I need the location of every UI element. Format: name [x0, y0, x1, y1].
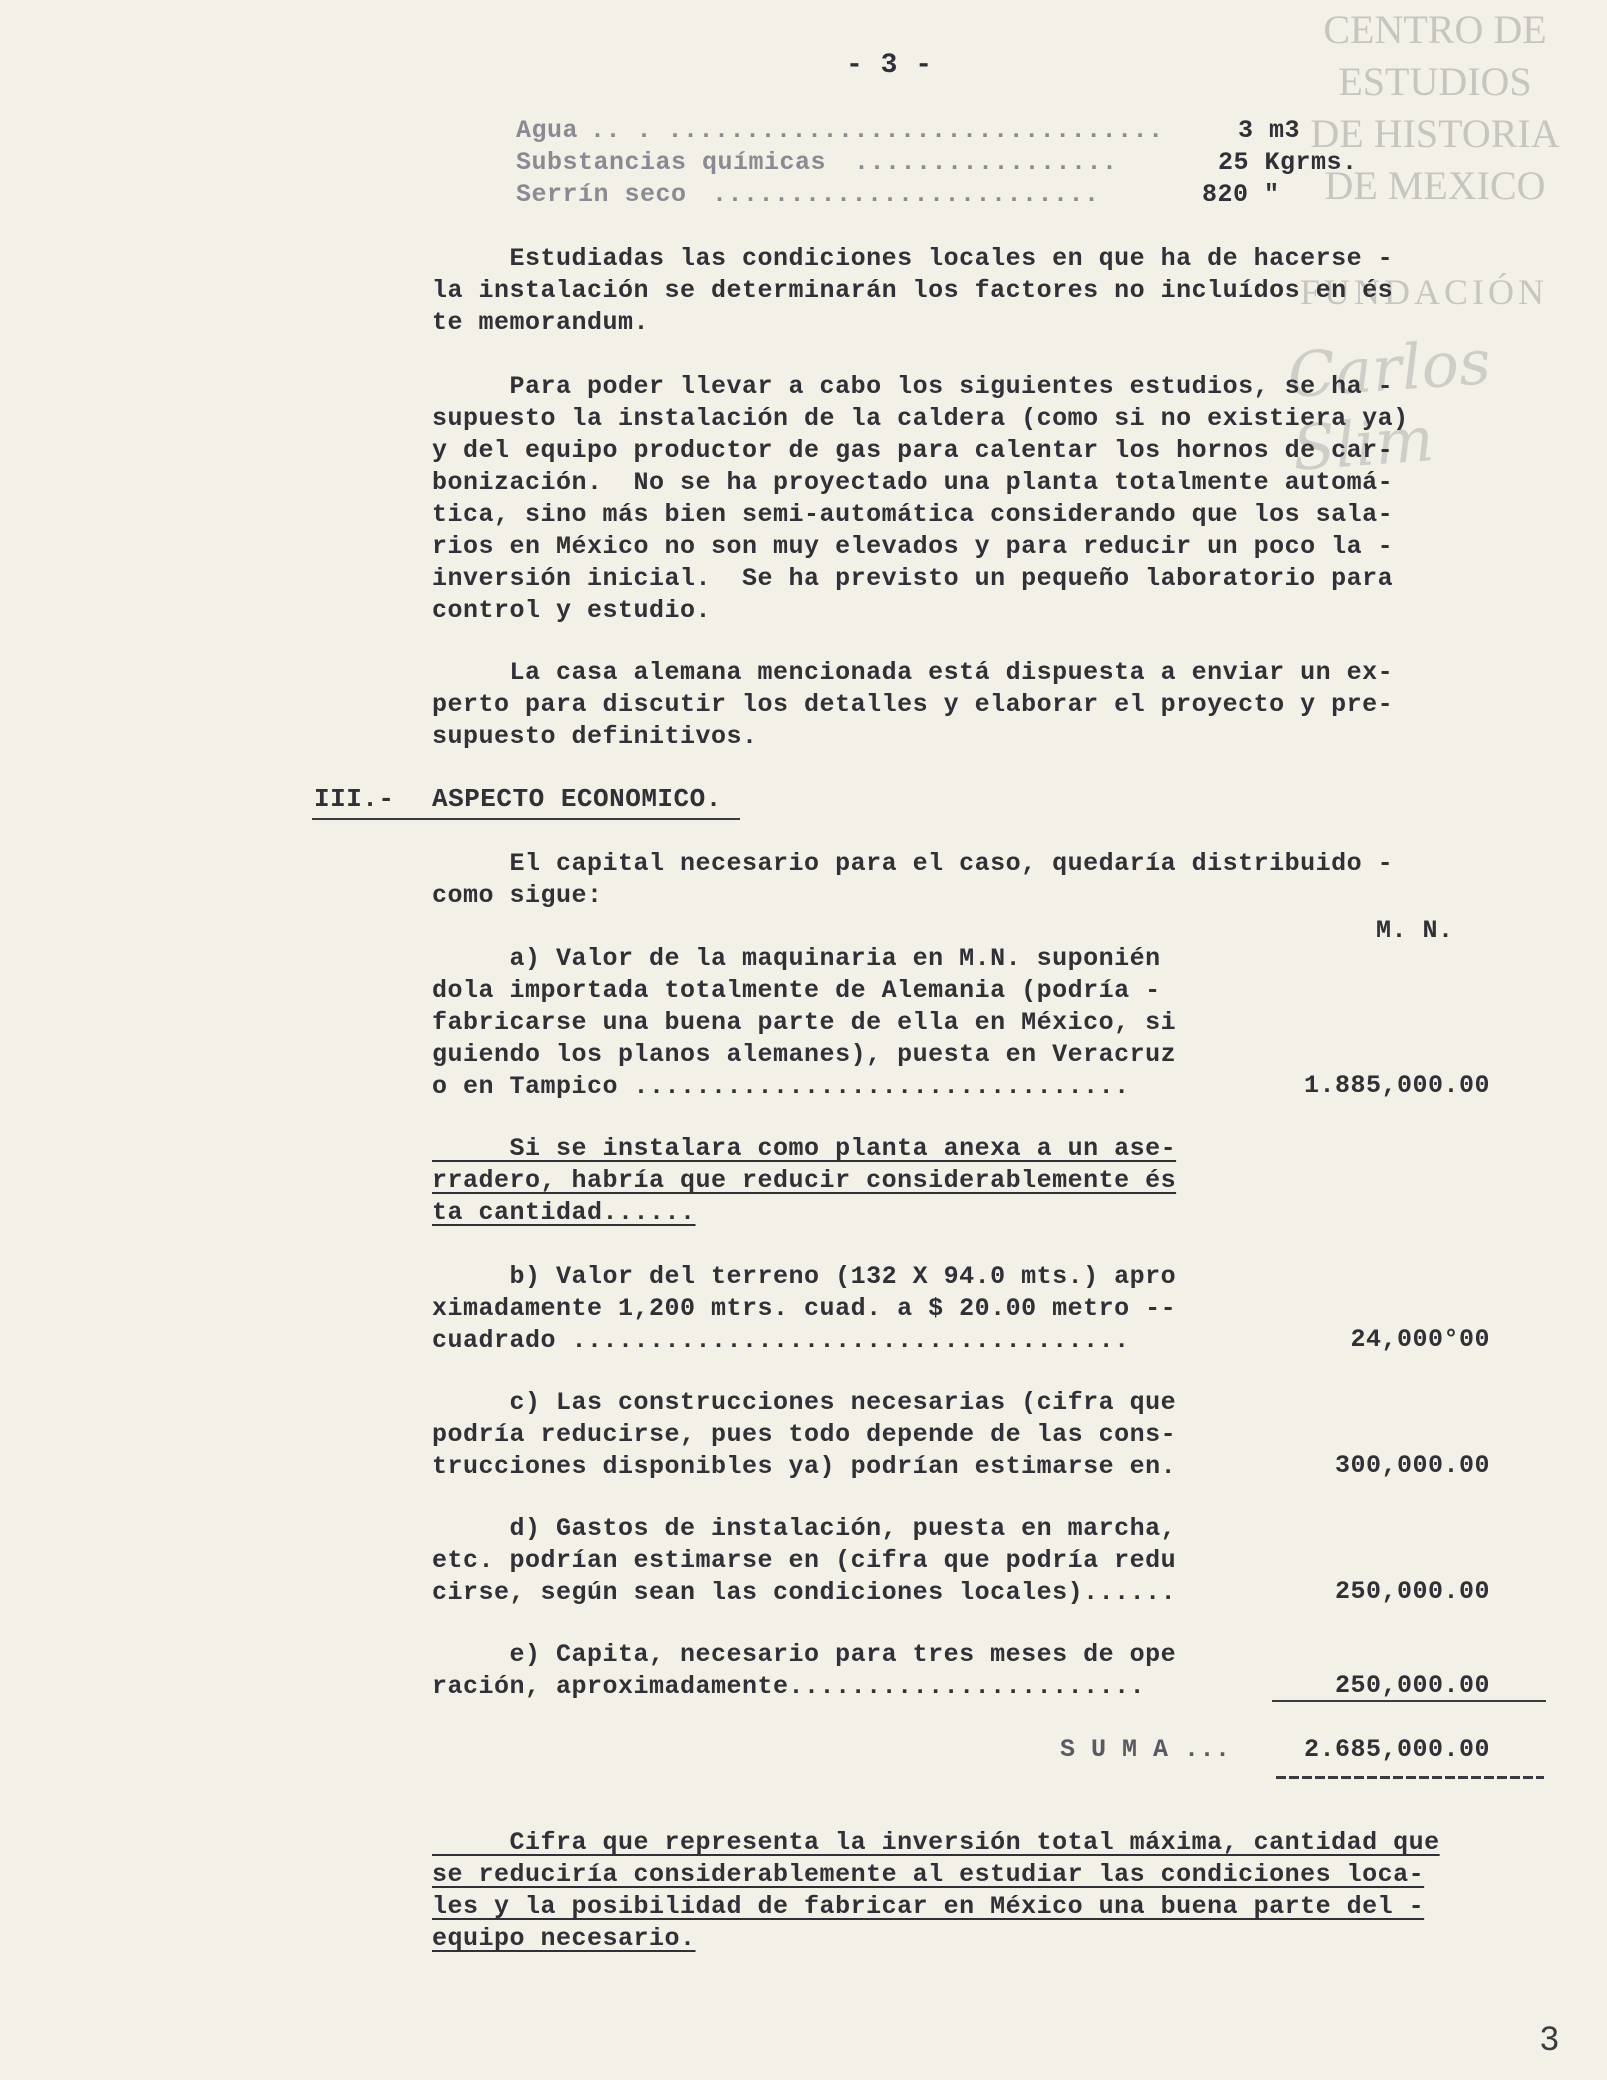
section-title: ASPECTO ECONOMICO.	[432, 784, 722, 814]
watermark-signature: Carlos Slim	[1285, 325, 1493, 485]
watermark-line: DE HISTORIA	[1310, 111, 1560, 156]
text-line: ración, aproximadamente.......................	[432, 1672, 1146, 1701]
sum-amount: 2.685,000.00	[1303, 1735, 1490, 1764]
item-c-amount: 300,000.00	[1334, 1451, 1490, 1480]
text-line: trucciones disponibles ya) podrían estimarse en.	[432, 1452, 1177, 1481]
item-c-constructions	[432, 1387, 1252, 1483]
paragraph-intro	[432, 848, 1492, 912]
paragraph-conclusion	[432, 1827, 1492, 1955]
text-line: La casa alemana mencionada está dispuesta a enviar un ex-	[432, 658, 1394, 687]
currency-header: M. N.	[1376, 916, 1454, 945]
text-line: cuadrado ....................................	[432, 1326, 1130, 1355]
item-a-machinery	[432, 943, 1252, 1103]
paragraph-studies	[432, 371, 1492, 627]
text-line: Estudiadas las condiciones locales en que ha de hacerse -	[432, 244, 1394, 273]
text-line: El capital necesario para el caso, quedaría distribuido -	[432, 849, 1394, 878]
text-line: ximadamente 1,200 mtrs. cuad. a $ 20.00 metro --	[432, 1294, 1177, 1323]
material-value: 25 Kgrms.	[1218, 148, 1358, 177]
text-line: cirse, según sean las condiciones locales)......	[432, 1578, 1177, 1607]
text-line: rios en México no son muy elevados y para reducir un poco la -	[432, 532, 1394, 561]
material-dots: .. . ................................	[590, 116, 1164, 145]
text-line: tica, sino más bien semi-automática considerando que los sala-	[432, 500, 1394, 529]
text-line: y del equipo productor de gas para calentar los hornos de car-	[432, 436, 1394, 465]
text-line: como sigue:	[432, 881, 603, 910]
text-line: fabricarse una buena parte de ella en México, si	[432, 1008, 1177, 1037]
text-line: la instalación se determinarán los factores no incluídos en és	[432, 276, 1394, 305]
text-line: les y la posibilidad de fabricar en México una buena parte del -	[432, 1892, 1425, 1921]
item-b-land	[432, 1261, 1252, 1357]
item-d-installation	[432, 1513, 1252, 1609]
text-line: te memorandum.	[432, 308, 650, 337]
material-dots: .................	[854, 148, 1118, 177]
text-line: perto para discutir los detalles y elaborar el proyecto y pre-	[432, 690, 1394, 719]
text-line: rradero, habría que reducir considerablemente és	[432, 1166, 1177, 1195]
text-line: e) Capita, necesario para tres meses de ope	[432, 1640, 1177, 1669]
text-line: a) Valor de la maquinaria en M.N. suponién	[432, 944, 1161, 973]
text-line: c) Las construcciones necesarias (cifra que	[432, 1388, 1177, 1417]
text-line: se reduciría considerablemente al estudiar las condiciones loca-	[432, 1860, 1425, 1889]
corner-page-number: 3	[1540, 2020, 1559, 2058]
watermark-line: DE MEXICO	[1324, 163, 1546, 208]
material-value: 820 "	[1202, 180, 1280, 209]
text-line: b) Valor del terreno (132 X 94.0 mts.) apro	[432, 1262, 1177, 1291]
section-underline	[312, 818, 740, 820]
sawmill-note	[432, 1133, 1252, 1229]
item-d-amount: 250,000.00	[1334, 1577, 1490, 1606]
text-line: etc. podrían estimarse en (cifra que podría redu	[432, 1546, 1177, 1575]
watermark-line: ESTUDIOS	[1338, 59, 1532, 104]
item-e-amount: 250,000.00	[1334, 1671, 1490, 1700]
paragraph-local-conditions	[432, 243, 1492, 339]
text-line: d) Gastos de instalación, puesta en marcha,	[432, 1514, 1177, 1543]
text-line: inversión inicial. Se ha previsto un pequeño laboratorio para	[432, 564, 1394, 593]
text-line: Cifra que representa la inversión total máxima, cantidad que	[432, 1828, 1440, 1857]
paragraph-german-firm	[432, 657, 1492, 753]
text-line: o en Tampico ................................	[432, 1072, 1130, 1101]
item-b-amount: 24,000°00	[1350, 1325, 1490, 1354]
watermark-line: CENTRO DE	[1323, 7, 1547, 52]
sum-label: S U M A ...	[1060, 1735, 1231, 1764]
text-line: Para poder llevar a cabo los siguientes estudios, se ha -	[432, 372, 1394, 401]
item-e-capital	[432, 1639, 1252, 1703]
material-dots: .........................	[712, 180, 1100, 209]
page-number: - 3 -	[846, 50, 933, 81]
total-rule	[1272, 1700, 1546, 1702]
sum-double-rule	[1276, 1776, 1544, 1779]
material-label: Substancias químicas	[516, 148, 827, 177]
text-line: podría reducirse, pues todo depende de las cons-	[432, 1420, 1177, 1449]
material-label: Agua	[516, 116, 579, 145]
archive-watermark	[1270, 4, 1600, 212]
item-a-amount: 1.885,000.00	[1303, 1071, 1490, 1100]
section-number: III.-	[314, 784, 395, 814]
text-line: dola importada totalmente de Alemania (podría -	[432, 976, 1161, 1005]
material-value: 3 m3	[1238, 116, 1301, 145]
material-label: Serrín seco	[516, 180, 687, 209]
text-line: control y estudio.	[432, 596, 712, 625]
text-line: ta cantidad......	[432, 1198, 696, 1227]
text-line: supuesto la instalación de la caldera (como si no existiera ya)	[432, 404, 1409, 433]
watermark-fundacion: FUNDACIÓN	[1300, 272, 1549, 312]
text-line: guiendo los planos alemanes), puesta en Veracruz	[432, 1040, 1177, 1069]
text-line: supuesto definitivos.	[432, 722, 758, 751]
text-line: equipo necesario.	[432, 1924, 696, 1953]
text-line: Si se instalara como planta anexa a un ase-	[432, 1134, 1177, 1163]
text-line: bonización. No se ha proyectado una planta totalmente automá-	[432, 468, 1394, 497]
